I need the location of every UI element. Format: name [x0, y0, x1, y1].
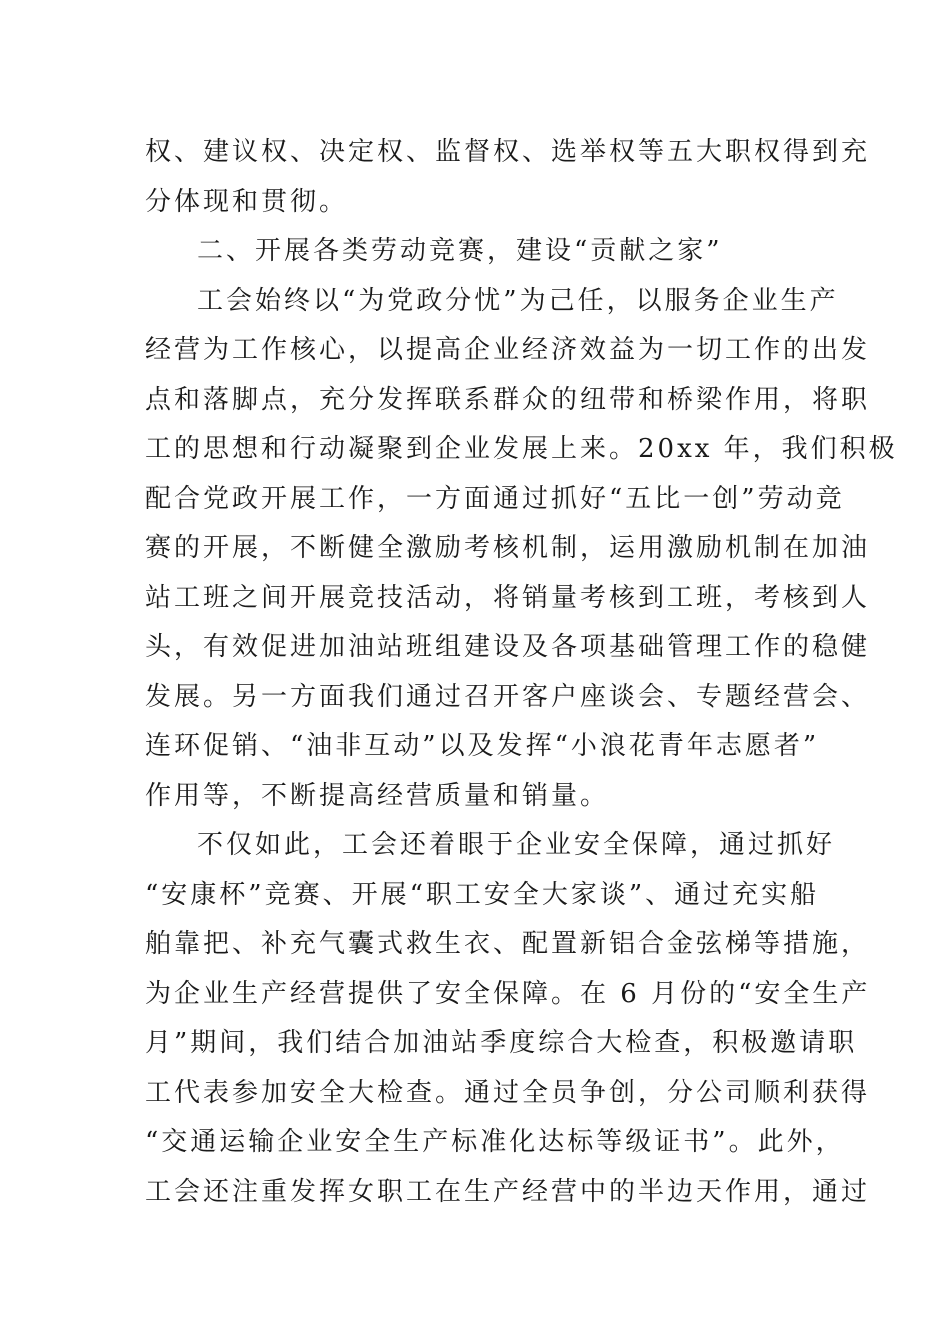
text-line: 工代表参加安全大检查。通过全员争创，分公司顺利获得: [145, 1077, 871, 1108]
text-line: 点和落脚点，充分发挥联系群众的纽带和桥梁作用，将职: [145, 384, 871, 415]
text-line: 连环促销、“油非互动”以及发挥“小浪花青年志愿者”: [145, 731, 820, 761]
text-line: 发展。另一方面我们通过召开客户座谈会、专题经营会、: [145, 681, 871, 712]
text-line: 站工班之间开展竞技活动，将销量考核到工班，考核到人: [145, 582, 871, 613]
text-line: 工的思想和行动凝聚到企业发展上来。20xx 年，我们积极: [145, 434, 898, 464]
text-line: 头，有效促进加油站班组建设及各项基础管理工作的稳健: [145, 632, 871, 662]
text-line: 二、开展各类劳动竞赛，建设“贡献之家”: [197, 236, 723, 266]
text-line: 为企业生产经营提供了安全保障。在 6 月份的“安全生产: [145, 978, 871, 1009]
text-line: 不仅如此，工会还着眼于企业安全保障，通过抓好: [197, 830, 836, 860]
document-body-text: [145, 128, 898, 1217]
text-line: “安康杯”竞赛、开展“职工安全大家谈”、通过充实船: [145, 879, 820, 910]
text-line: 月”期间，我们结合加油站季度综合大检查，积极邀请职: [145, 1028, 858, 1058]
text-line: 权、建议权、决定权、监督权、选举权等五大职权得到充: [145, 137, 871, 167]
text-line: 经营为工作核心，以提高企业经济效益为一切工作的出发: [145, 335, 871, 365]
text-line: 舶靠把、补充气囊式救生衣、配置新铝合金弦梯等措施，: [145, 929, 871, 959]
text-line: 分体现和贯彻。: [145, 186, 349, 217]
text-line: 配合党政开展工作，一方面通过抓好“五比一创”劳动竞: [145, 483, 845, 514]
text-line: 工会还注重发挥女职工在生产经营中的半边天作用，通过: [145, 1176, 871, 1207]
text-line: 工会始终以“为党政分忧”为己任，以服务企业生产: [197, 285, 839, 316]
text-line: “交通运输企业安全生产标准化达标等级证书”。此外，: [145, 1127, 845, 1157]
text-line: 作用等，不断提高经营质量和销量。: [145, 780, 610, 811]
text-line: 赛的开展，不断健全激励考核机制，运用激励机制在加油: [145, 533, 871, 563]
